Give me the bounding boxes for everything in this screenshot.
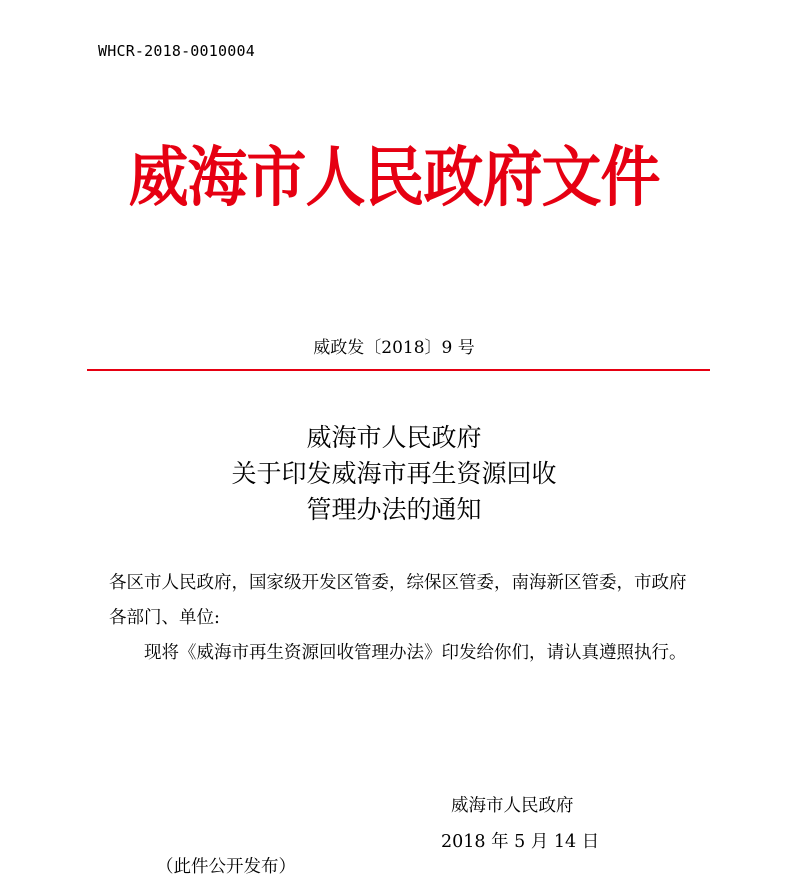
subject-line-3: 管理办法的通知 (306, 495, 482, 524)
subject-line-2: 关于印发威海市再生资源回收 (231, 459, 557, 488)
document-number: 威政发〔2018〕9 号 (313, 338, 475, 358)
document-body (109, 566, 697, 671)
document-code: WHCR-2018-0010004 (98, 42, 255, 60)
release-note: （此件公开发布） (156, 857, 296, 877)
signature-date: 2018 年 5 月 14 日 (441, 832, 600, 852)
subject-line-1: 威海市人民政府 (306, 423, 482, 452)
document-subject (0, 420, 788, 528)
red-divider-line (87, 369, 710, 371)
recipients-paragraph: 各区市人民政府，国家级开发区管委，综保区管委，南海新区管委，市政府各部门、单位: (109, 573, 687, 628)
body-paragraph: 现将《威海市再生资源回收管理办法》印发给你们，请认真遵照执行。 (144, 643, 687, 663)
signature-organization: 威海市人民政府 (451, 796, 574, 816)
red-header-title: 威海市人民政府文件 (128, 140, 660, 216)
